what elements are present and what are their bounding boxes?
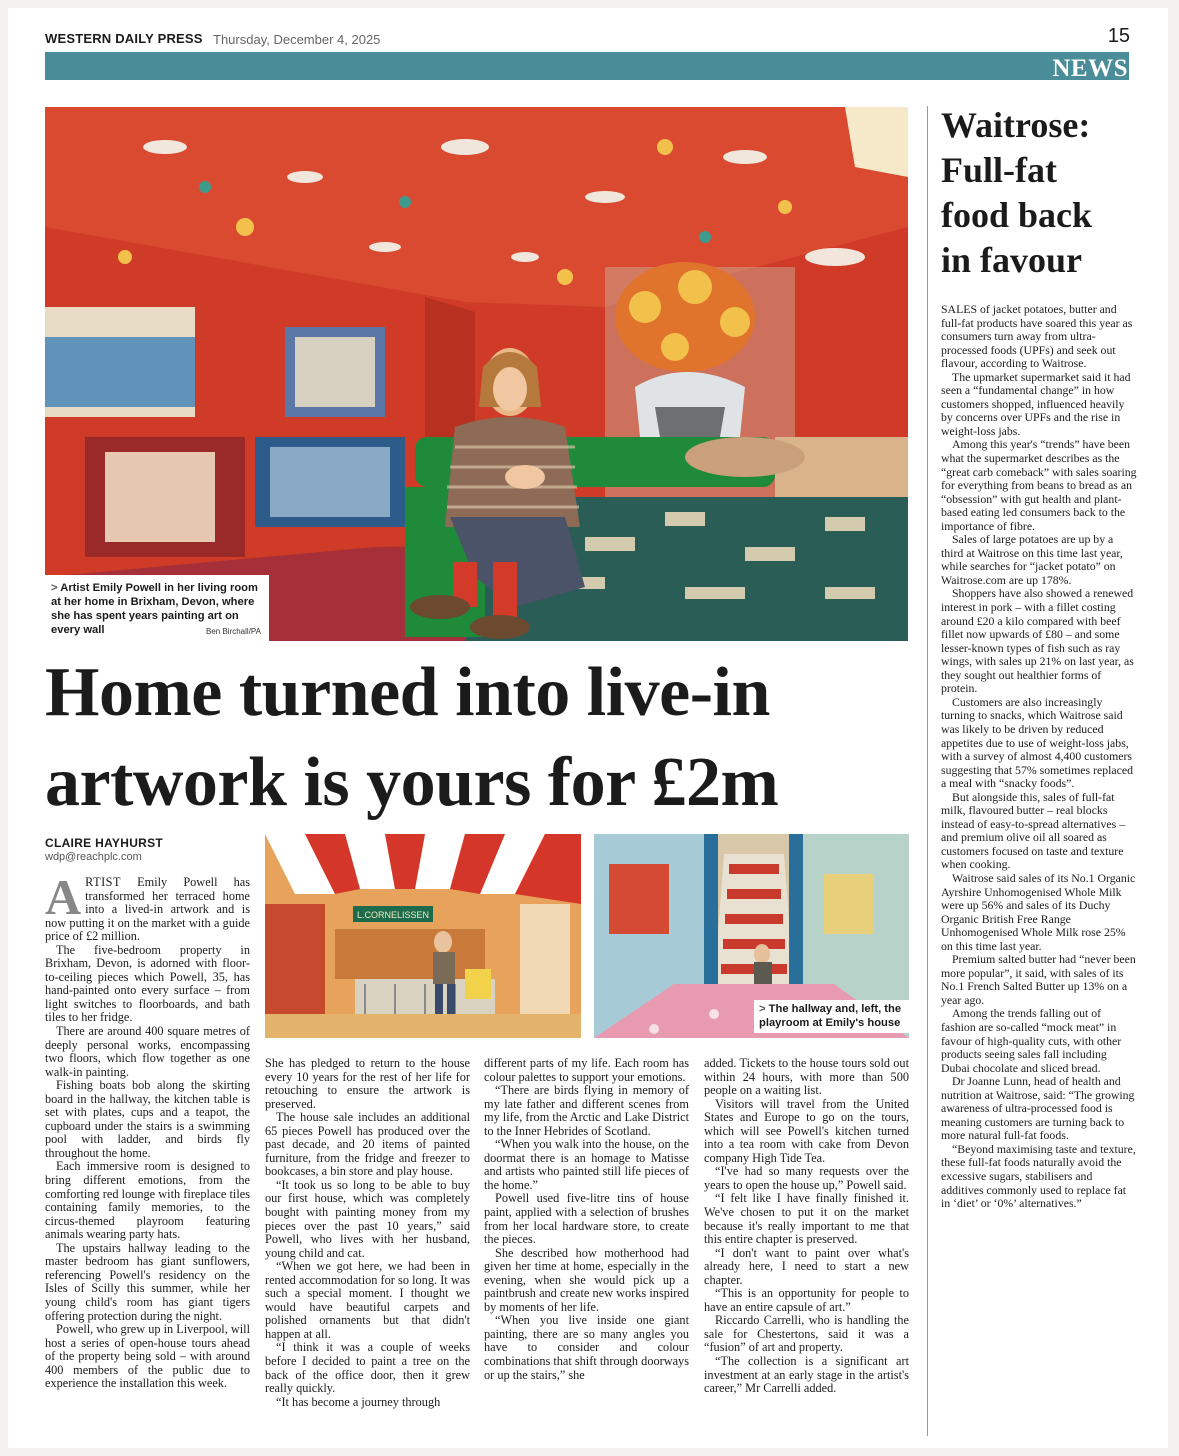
dateline: Thursday, December 4, 2025 [213, 32, 381, 47]
byline-email: wdp@reachplc.com [45, 851, 142, 863]
article-paragraph: She has pledged to return to the house every 10 years for the rest of her life for retouching to ensure the artwork is preserved. [265, 1056, 470, 1111]
article-paragraph: “When you live inside one giant painting, there are so many angles you have to consider and colour combinations that shift through doorways or up the stairs,” she [484, 1313, 689, 1382]
lead-text: Emily Powell has transformed her terraced home into a lived-in artwork and is now putting it on the market with a guide price of £2 million. [45, 875, 250, 944]
main-photo-caption [45, 575, 269, 643]
sidebar-paragraph: Sales of large potatoes are up by a third at Waitrose on this time last year, while searches for “jacket potato” on Waitrose.com are up 178%. [941, 532, 1123, 587]
sidebar-headline [941, 103, 1141, 283]
article-paragraph: “I don't want to paint over what's already here, I need to start a new chapter. [704, 1245, 909, 1287]
article-paragraph: Each immersive room is designed to bring different emotions, from the comforting red lounge with fireplace tiles containing family memories, to the circus-themed playroom featuring animals wearing party hats. [45, 1159, 250, 1242]
article-paragraph: The upstairs hallway leading to the master bedroom has giant sunflowers, referencing Powell's residency on the Isles of Scilly this summer, while her young child's room has giant tigers offering protection during the night. [45, 1240, 250, 1323]
article-paragraph: Fishing boats bob along the skirting board in the hallway, the kitchen table is set with plates, cups and a teapot, the cupboard under the stairs is a swimming pool with ladder, and birds fly throughout the home. [45, 1078, 250, 1160]
sidebar-paragraph: Among this year's “trends” have been what the supermarket describes as the “great carb comeback” with sales soaring for everything from beans to bread as an “obsession” with gut health and plant-based eating led consumers back to the importance of fibre. [941, 437, 1137, 533]
sidebar-paragraph: Among the trends falling out of fashion are so-called “mock meat” in favour of high-quality cuts, with other products seeing sales fall including Dubai chocolate and sliced bread. [941, 1006, 1122, 1075]
living-room-illustration [45, 107, 908, 641]
hallway-caption-text: The hallway and, left, the playroom at Emily's house [759, 1003, 902, 1029]
dropcap: A [45, 869, 82, 925]
caption-arrow-icon: > [759, 1003, 766, 1015]
page-number: 15 [1107, 25, 1130, 47]
section-label: NEWS [1052, 55, 1128, 82]
sidebar-paragraph: Dr Joanne Lunn, head of health and nutrition at Waitrose, said: “The growing awareness of ultra-processed food is meaning customers are turning back to more natural full-fat foods. [941, 1074, 1135, 1143]
article-paragraph: “When you walk into the house, on the doormat there is an homage to Matisse and artists who painted still life pieces of the home.” [484, 1137, 689, 1192]
sidebar-headline-line: in favour [941, 240, 1083, 280]
lead-caps: RTIST [85, 875, 122, 889]
article-headline [45, 648, 925, 828]
article-paragraph [45, 869, 250, 944]
playroom-photo [265, 834, 581, 1038]
article-paragraph: She described how motherhood had given her time at home, especially in the evening, when she would pick up a paintbrush and create new works inspired by moments of her life. [484, 1245, 689, 1314]
headline-line-1: Home turned into live-in [45, 654, 770, 731]
main-photo [45, 107, 908, 641]
shop-sign-text: L.CORNELISSEN [356, 910, 430, 920]
article-paragraph: “There are birds flying in memory of my late father and different scenes from my life, from the Arctic and Lake District to the Inner Hebrides of Scotland. [484, 1083, 689, 1138]
article-paragraph: Powell used five-litre tins of house paint, applied with a selection of brushes from her local hardware store, to create the pieces. [484, 1191, 689, 1247]
article-paragraph: Visitors will travel from the United States and Europe to go on the tours, which will see Powell's kitchen turned into a tea room with cake from Devon company High Tide Tea. [704, 1096, 909, 1165]
article-column-2 [265, 1057, 470, 1409]
article-paragraph: “I felt like I have finally finished it. We've chosen to put it on the market because it's really important to me that this entire chapter is preserved. [704, 1191, 909, 1247]
article-paragraph: “I think it was a couple of weeks before I decided to paint a tree on the back of the office door, then it grew really quickly. [265, 1340, 470, 1396]
article-paragraph: added. Tickets to the house tours sold out within 24 hours, with more than 500 people on a waiting list. [704, 1056, 909, 1098]
article-paragraph: Powell, who grew up in Liverpool, will host a series of open-house tours ahead of the property being sold – with around 400 members of the public due to experience the installation this week. [45, 1322, 250, 1391]
article-paragraph: The house sale includes an additional 65 pieces Powell has produced over the past decade, and 20 items of painted furniture, from the fridge and freezer to bookcases, a bin store and play house. [265, 1110, 470, 1179]
article-paragraph: “This is an opportunity for people to have an entire capsule of art.” [704, 1286, 909, 1314]
article-paragraph: Riccardo Carrelli, who is handling the sale for Chestertons, said it was a “fusion” of art and property. [704, 1313, 909, 1355]
column-divider [927, 106, 928, 1436]
article-paragraph: “It has become a journey through [276, 1394, 441, 1409]
newspaper-page [8, 8, 1168, 1448]
sidebar-paragraph: But alongside this, sales of full-fat milk, flavoured butter – real blocks instead of easy-to-spread alternatives – and premium olive oil all soared as customers focused on taste and texture when cooking. [941, 789, 1126, 872]
hallway-photo-caption [754, 1000, 909, 1033]
sidebar-headline-line: Full-fat [941, 150, 1057, 190]
article-paragraph: “The collection is a significant art investment at an early stage in the artist's career,” Mr Carrelli added. [704, 1354, 909, 1396]
sidebar-paragraph: Waitrose said sales of its No.1 Organic Ayrshire Unhomogenised Whole Milk were up 56% and sales of its Duchy Organic British Free Range Unhomogenised Whole Milk rose 25% on this time last year. [941, 870, 1136, 953]
sidebar-headline-line: Waitrose: [941, 105, 1091, 145]
article-paragraph: The five-bedroom property in Brixham, Devon, is adorned with floor-to-ceiling pieces which Powell, 35, has hand-painted onto every surface – from light switches to floorboards, and bath tiles to her fridge. [45, 942, 250, 1025]
article-paragraph: different parts of my life. Each room has colour palettes to support your emotions. [484, 1056, 689, 1084]
article-paragraph: “It took us so long to be able to buy our first house, which was completely bought with painting money from my pieces over the past 10 years,” said Powell, who lives with her husband, young child and cat. [265, 1177, 470, 1260]
article-column-1 [45, 869, 250, 1391]
masthead: WESTERN DAILY PRESS [45, 31, 203, 46]
sidebar-paragraph: Premium salted butter had “never been more popular”, it said, with sales of its No.1 French Salted Butter up 13% on a year ago. [941, 952, 1136, 1007]
sidebar-paragraph: “Beyond maximising taste and texture, these full-fat foods naturally avoid the excessive sugars, stabilisers and additives commonly used to replace fat in ‘diet’ or ‘0%’ alternatives.” [941, 1141, 1136, 1211]
headline-line-2: artwork is yours for £2m [45, 744, 779, 821]
sidebar-paragraph: Customers are also increasingly turning to snacks, which Waitrose said was likely to be driven by reduced appetites due to use of weight-loss jabs, with a survey of almost 4,400 customers suggesting that 57% sometimes replaced a meal with “snacky foods”. [941, 694, 1133, 791]
article-column-4 [704, 1057, 909, 1396]
sidebar-headline-line: food back [941, 195, 1093, 235]
main-caption-text: Artist Emily Powell in her living room at her home in Brixham, Devon, where she has spent years painting art on every wall [51, 582, 258, 636]
caption-arrow-icon: > [51, 582, 58, 594]
byline-author: CLAIRE HAYHURST [45, 836, 164, 850]
sidebar-story-body [941, 303, 1137, 1211]
section-banner [45, 52, 1129, 80]
article-column-3 [484, 1057, 689, 1382]
article-paragraph: “When we got here, we had been in rented accommodation for so long. It was such a special moment. I thought we would have beautiful carpets and polished ornaments but that didn't happen at all. [265, 1259, 470, 1341]
sidebar-paragraph: SALES of jacket potatoes, butter and full-fat products have soared this year as consumers turn away from ultra-processed foods (UPFs) and seek out flavour, according to Waitrose. [941, 302, 1133, 371]
playroom-illustration [265, 834, 581, 1038]
photo-credit: Ben Birchall/PA [206, 627, 261, 636]
sidebar-paragraph: The upmarket supermarket said it had seen a “fundamental change” in how customers shopped, influenced heavily by concerns over UPFs and the rise in weight-loss jabs. [941, 369, 1131, 438]
sidebar-paragraph: Shoppers have also showed a renewed interest in pork – with a fillet costing around £20 a kilo compared with beef fillet now upwards of £80 – and some lesser-known types of fish such as ray wings, with sales up 21% on last year, as they sought out healthier forms of protein. [941, 586, 1134, 696]
article-paragraph: “I've had so many requests over the years to open the house up,” Powell said. [704, 1164, 909, 1192]
article-paragraph: There are around 400 square metres of deeply personal works, encompassing two floors, which flow together as one walk-in painting. [45, 1024, 250, 1079]
